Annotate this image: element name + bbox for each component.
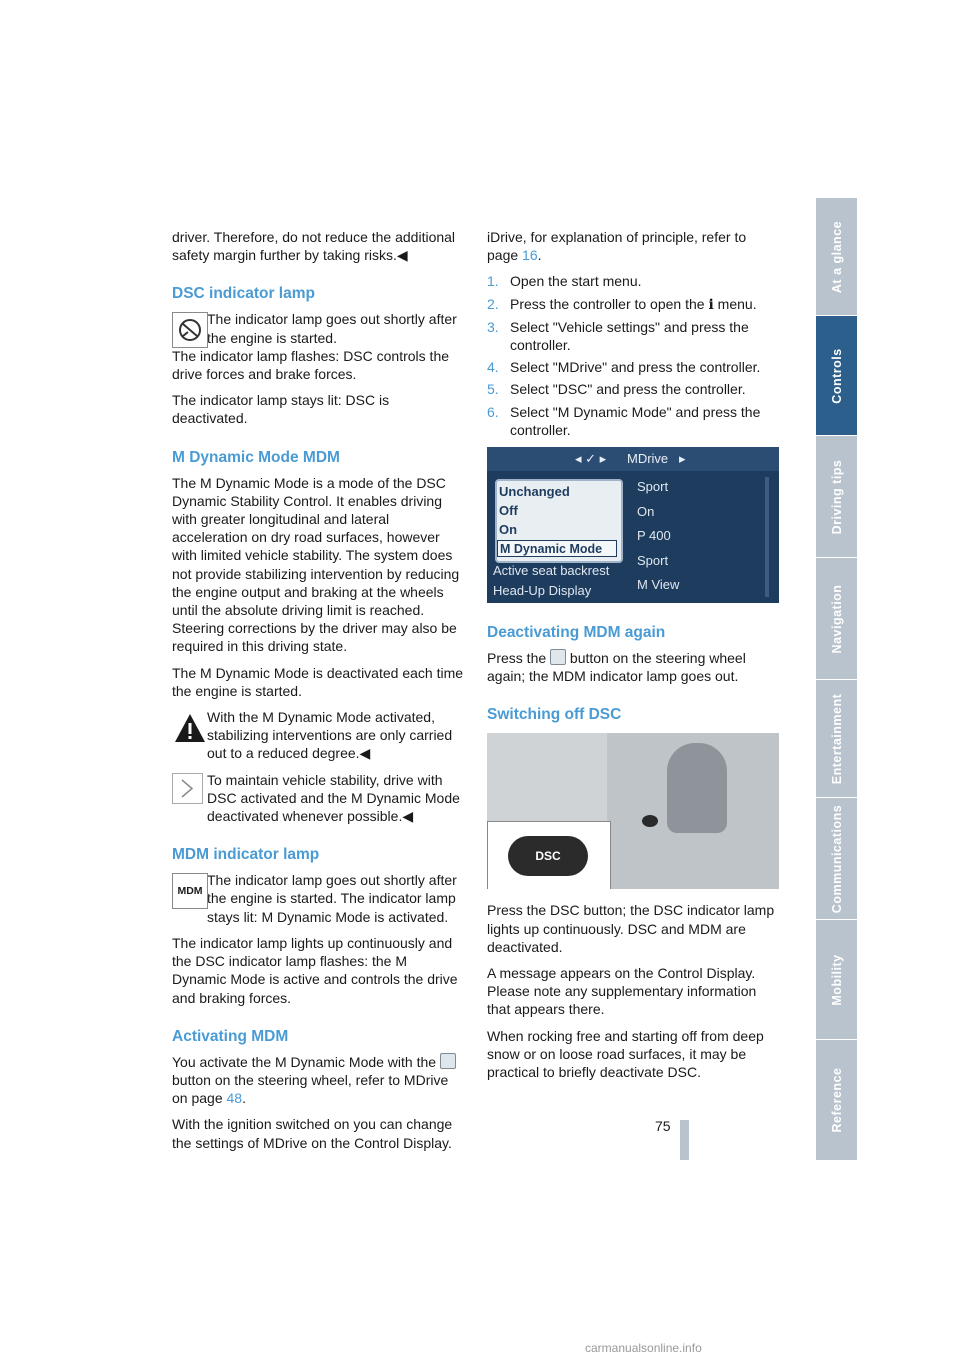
info-icon: i	[708, 296, 714, 313]
mdm-indicator-icon: MDM	[172, 873, 208, 909]
tab-communications[interactable]: Communications	[816, 798, 857, 920]
right-intro: iDrive, for explanation of principle, refer to page 16.	[487, 229, 747, 264]
screen-left-list: Unchanged Off On	[499, 484, 570, 538]
switching-heading: Switching off DSC	[487, 706, 622, 724]
tab-entertainment[interactable]: Entertainment	[816, 680, 857, 798]
step-6: 6. Select "M Dynamic Mode" and press the controller.	[487, 403, 761, 438]
watermark: carmanualsonline.info	[585, 1341, 702, 1355]
page-number: 75	[655, 1118, 671, 1134]
switching-p2: A message appears on the Control Display. Please note any supplementary information that appears there.	[487, 965, 757, 1018]
screen-right-list: Sport On P 400 Sport M View	[637, 479, 680, 593]
warning-triangle-icon	[172, 710, 208, 746]
tab-controls[interactable]: Controls	[816, 316, 857, 436]
right-column	[487, 228, 779, 1089]
left-column	[172, 228, 464, 1160]
dsc-button-inset	[487, 821, 611, 889]
dsc-lamp-p3: The indicator lamp stays lit: DSC is deactivated.	[172, 392, 390, 427]
dsc-lamp-p1: The indicator lamp goes out shortly after the engine is started.	[207, 311, 457, 346]
screen-title: MDrive	[627, 451, 669, 467]
tab-reference[interactable]: Reference	[829, 1067, 844, 1133]
tab-navigation[interactable]: Navigation	[816, 558, 857, 680]
mdrive-button-icon	[550, 649, 566, 665]
mdm-lamp-heading: MDM indicator lamp	[172, 846, 320, 864]
control-display-screenshot	[487, 447, 779, 603]
tab-at-a-glance[interactable]: At a glance	[816, 198, 857, 316]
mdm-heading: M Dynamic Mode MDM	[172, 448, 340, 466]
mdm-note-text: To maintain vehicle stability, drive with DSC activated and the M Dynamic Mode deactivated whenever possible.◀	[207, 771, 460, 825]
screen-nav-icons: ◂ ✓ ▸	[575, 451, 607, 467]
mdm-lamp-p1: The indicator lamp goes out shortly after the engine is started. The indicator lamp stays lit: M Dynamic Mode is activated.	[207, 872, 457, 925]
page-link-48[interactable]: 48	[226, 1090, 243, 1107]
step-2: 2. Press the controller to open the i menu.	[487, 295, 757, 313]
activating-p2: With the ignition switched on you can change the settings of MDrive on the Control Display.	[172, 1116, 453, 1151]
mdm-warning-block	[172, 708, 464, 763]
page-bar	[680, 1120, 689, 1160]
dsc-lamp-p2: The indicator lamp flashes: DSC controls the drive forces and brake forces.	[172, 347, 450, 383]
section-tabs	[816, 198, 857, 1160]
dsc-lamp-heading: DSC indicator lamp	[172, 285, 315, 303]
mdm-lamp-block	[172, 871, 464, 926]
step-4: 4. Select "MDrive" and press the controller.	[487, 359, 761, 376]
mdm-lamp-p2: The indicator lamp lights up continuously and the DSC indicator lamp flashes: the M Dynamic Mode is active and controls the drive and braking forces.	[172, 934, 458, 1006]
screen-header: ◂ ✓ ▸ MDrive ▸	[487, 447, 779, 471]
mdm-p2: The M Dynamic Mode is deactivated each time the engine is started.	[172, 664, 464, 699]
mdm-p1: The M Dynamic Mode is a mode of the DSC Dynamic Stability Control. It enables driving with greater longitudinal and lateral acceleration on dry road surfaces, however with limited vehicle stability. The system does not provide stabilizing intervention by reducing the engine output and braking at the wheels until the absolute driving limit is reached. Steering corrections by the driver may also be required in this driving state.	[172, 474, 460, 655]
dsc-button-photo	[487, 733, 779, 889]
mdrive-button-icon	[440, 1053, 456, 1069]
steps-list	[487, 272, 779, 439]
activating-p1: You activate the M Dynamic Mode with the button on the steering wheel, refer to MDrive on page 48.	[172, 1053, 464, 1108]
deactivating-text: Press the button on the steering wheel again; the MDM indicator lamp goes out.	[487, 650, 746, 685]
deactivating-heading: Deactivating MDM again	[487, 624, 666, 642]
page-link-16[interactable]: 16	[522, 247, 538, 264]
screen-selected-item: M Dynamic Mode	[497, 540, 617, 557]
intro-text: driver. Therefore, do not reduce the additional safety margin further by taking risks.◀	[172, 229, 456, 264]
tab-driving-tips[interactable]: Driving tips	[816, 436, 857, 558]
mdm-warning-text: With the M Dynamic Mode activated, stabilizing interventions are only carried out to a reduced degree.◀	[207, 709, 453, 762]
switching-p3: When rocking free and starting off from deep snow or on loose road surfaces, it may be practical to briefly deactivate DSC.	[487, 1027, 764, 1081]
dsc-button: DSC	[508, 836, 588, 876]
step-5: 5. Select "DSC" and press the controller.	[487, 381, 746, 398]
gear-lever	[667, 743, 727, 833]
screen-left-list-below: Active seat backrest Head-Up Display	[493, 563, 610, 599]
mdm-note-block	[172, 771, 464, 826]
screen-scrollbar	[765, 477, 769, 597]
note-arrow-icon	[172, 773, 208, 809]
step-3: 3. Select "Vehicle settings" and press the controller.	[487, 318, 749, 354]
tab-mobility[interactable]: Mobility	[816, 920, 857, 1040]
step-1: 1. Open the start menu.	[487, 273, 642, 290]
dsc-indicator-icon	[172, 312, 208, 348]
switching-p1: Press the DSC button; the DSC indicator lamp lights up continuously. DSC and MDM are deactivated.	[487, 902, 775, 955]
dsc-lamp-block	[172, 310, 464, 346]
activating-heading: Activating MDM	[172, 1027, 289, 1045]
